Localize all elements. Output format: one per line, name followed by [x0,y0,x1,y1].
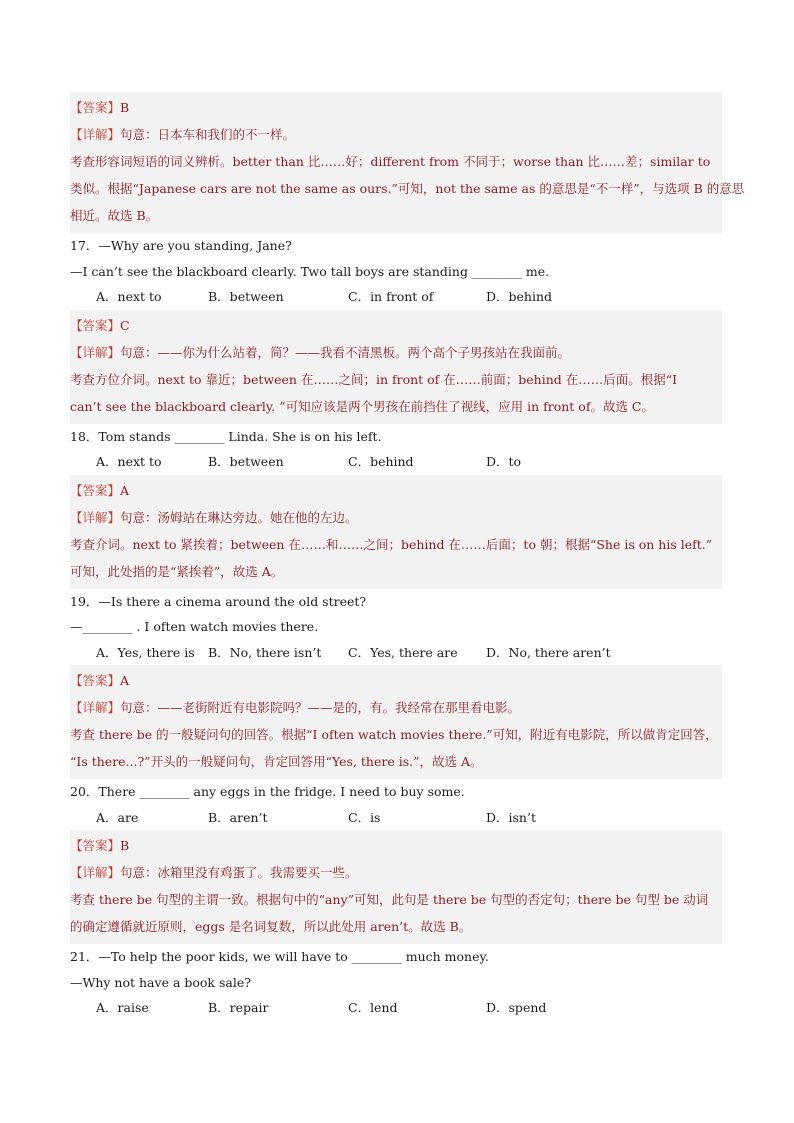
question-17 [70,233,722,310]
detail-line: 【详解】句意：日本车和我们的不一样。 [70,127,296,142]
answer-block [70,310,722,424]
answer-value: B [120,838,130,853]
answer-block [70,92,745,233]
option-c: C．is [348,809,381,825]
option-c: C．in front of [348,289,434,304]
answer-line [70,312,722,339]
option-d: D．No, there aren’t [486,644,611,660]
detail-tag: 【详解】 [70,700,121,715]
detail-line: 类似。根据“Japanese cars are not the same as ours.”可知，not the same as 的意思是“不一样”，与选项 B 的意思 [70,181,745,196]
option-c: C．behind [348,454,414,469]
option-b: B．repair [208,1000,269,1015]
option-b: B．between [208,454,284,469]
option-a: A．next to [96,454,162,469]
detail-line: 【详解】句意：冰箱里没有鸡蛋了。我需要买一些。 [70,865,358,880]
answer-tag: 【答案】 [70,100,121,115]
option-b: B．between [208,289,284,304]
detail-line: 【详解】句意：汤姆站在琳达旁边。她在他的左边。 [70,509,358,525]
answer-line [70,667,722,694]
answer-line [70,94,722,121]
answer-tag: 【答案】 [70,673,121,688]
option-b: B．No, there isn’t [208,644,322,660]
answer-value: B [120,100,130,115]
option-row [70,640,722,666]
answer-value: C [120,317,130,333]
detail-line: 考查形容词短语的词义辨析。better than 比……好；different from 不同于；worse than 比……差；similar to [70,154,711,169]
detail-line: 考查介词。next to 紧挨着；between 在……和……之间；behind 在……后面；to 朝；根据“She is on his left.” [70,536,713,552]
option-c: C．lend [348,1000,398,1015]
option-a: A．raise [96,1000,149,1015]
question-19 [70,589,722,666]
answer-tag: 【答案】 [70,317,121,333]
question-stem: 21．—To help the poor kids, we will have to ________ much money. [70,949,489,964]
option-d: D．behind [486,289,553,304]
question-stem: 19．—Is there a cinema around the old street? [70,593,367,609]
option-b: B．aren’t [208,809,268,825]
answer-tag: 【答案】 [70,838,121,853]
detail-tag: 【详解】 [70,127,121,142]
detail-tag: 【详解】 [70,865,121,880]
detail-line: 【详解】句意：——你为什么站着，简？——我看不清黑板。两个高个子男孩站在我面前。 [70,344,571,360]
detail-tag: 【详解】 [70,344,121,360]
question-18 [70,424,722,475]
detail-line: “Is there...?”开头的一般疑问句，肯定回答用“Yes, there is.”，故选 A。 [70,754,483,769]
question-stem: —I can’t see the blackboard clearly. Two tall boys are standing ________ me. [70,263,550,279]
detail-line: can’t see the blackboard clearly. ”可知应该是两个男孩在前挡住了视线，应用 in front of。故选 C。 [70,398,654,414]
option-d: D．spend [486,1000,547,1015]
question-21 [70,944,722,1021]
detail-line: 考查 there be 的一般疑问句的回答。根据“I often watch movies there.”可知，附近有电影院，所以做肯定回答， [70,727,718,742]
answer-tag: 【答案】 [70,482,121,498]
option-d: D．isn’t [486,809,536,825]
document-content [70,92,745,1021]
answer-value: A [120,482,130,498]
answer-line [70,832,722,859]
detail-line: 考查方位介词。next to 靠近；between 在……之间；in front of 在……前面；behind 在……后面。根据“I [70,371,678,387]
answer-block [70,665,722,779]
detail-line: 【详解】句意：——老街附近有电影院吗？——是的，有。我经常在那里看电影。 [70,700,521,715]
option-a: A．Yes, there is [96,644,195,660]
option-row [70,449,722,475]
question-stem: 18．Tom stands ________ Linda. She is on his left. [70,428,382,444]
detail-line: 可知，此处指的是“紧挨着”，故选 A。 [70,563,284,579]
option-d: D．to [486,454,522,469]
option-a: A．are [96,809,139,825]
option-row [70,805,722,831]
option-row [70,995,722,1021]
option-c: C．Yes, there are [348,644,458,660]
detail-tag: 【详解】 [70,509,121,525]
answer-block [70,475,722,589]
answer-block [70,830,722,944]
detail-line: 相近。故选 B。 [70,208,159,223]
option-a: A．next to [96,289,162,304]
option-row [70,284,722,310]
question-stem: —________ . I often watch movies there. [70,619,319,634]
question-20 [70,779,722,830]
question-stem: 17．—Why are you standing, Jane? [70,238,292,253]
answer-value: A [120,673,130,688]
detail-line: 考查 there be 句型的主谓一致。根据句中的“any”可知，此句是 there be 句型的否定句；there be 句型 be 动词 [70,892,709,907]
answer-line [70,477,722,504]
question-stem: 20．There ________ any eggs in the fridge. I need to buy some. [70,784,465,799]
question-stem: —Why not have a book sale? [70,974,251,990]
detail-line: 的确定遵循就近原则，eggs 是名词复数，所以此处用 aren’t。故选 B。 [70,919,472,934]
